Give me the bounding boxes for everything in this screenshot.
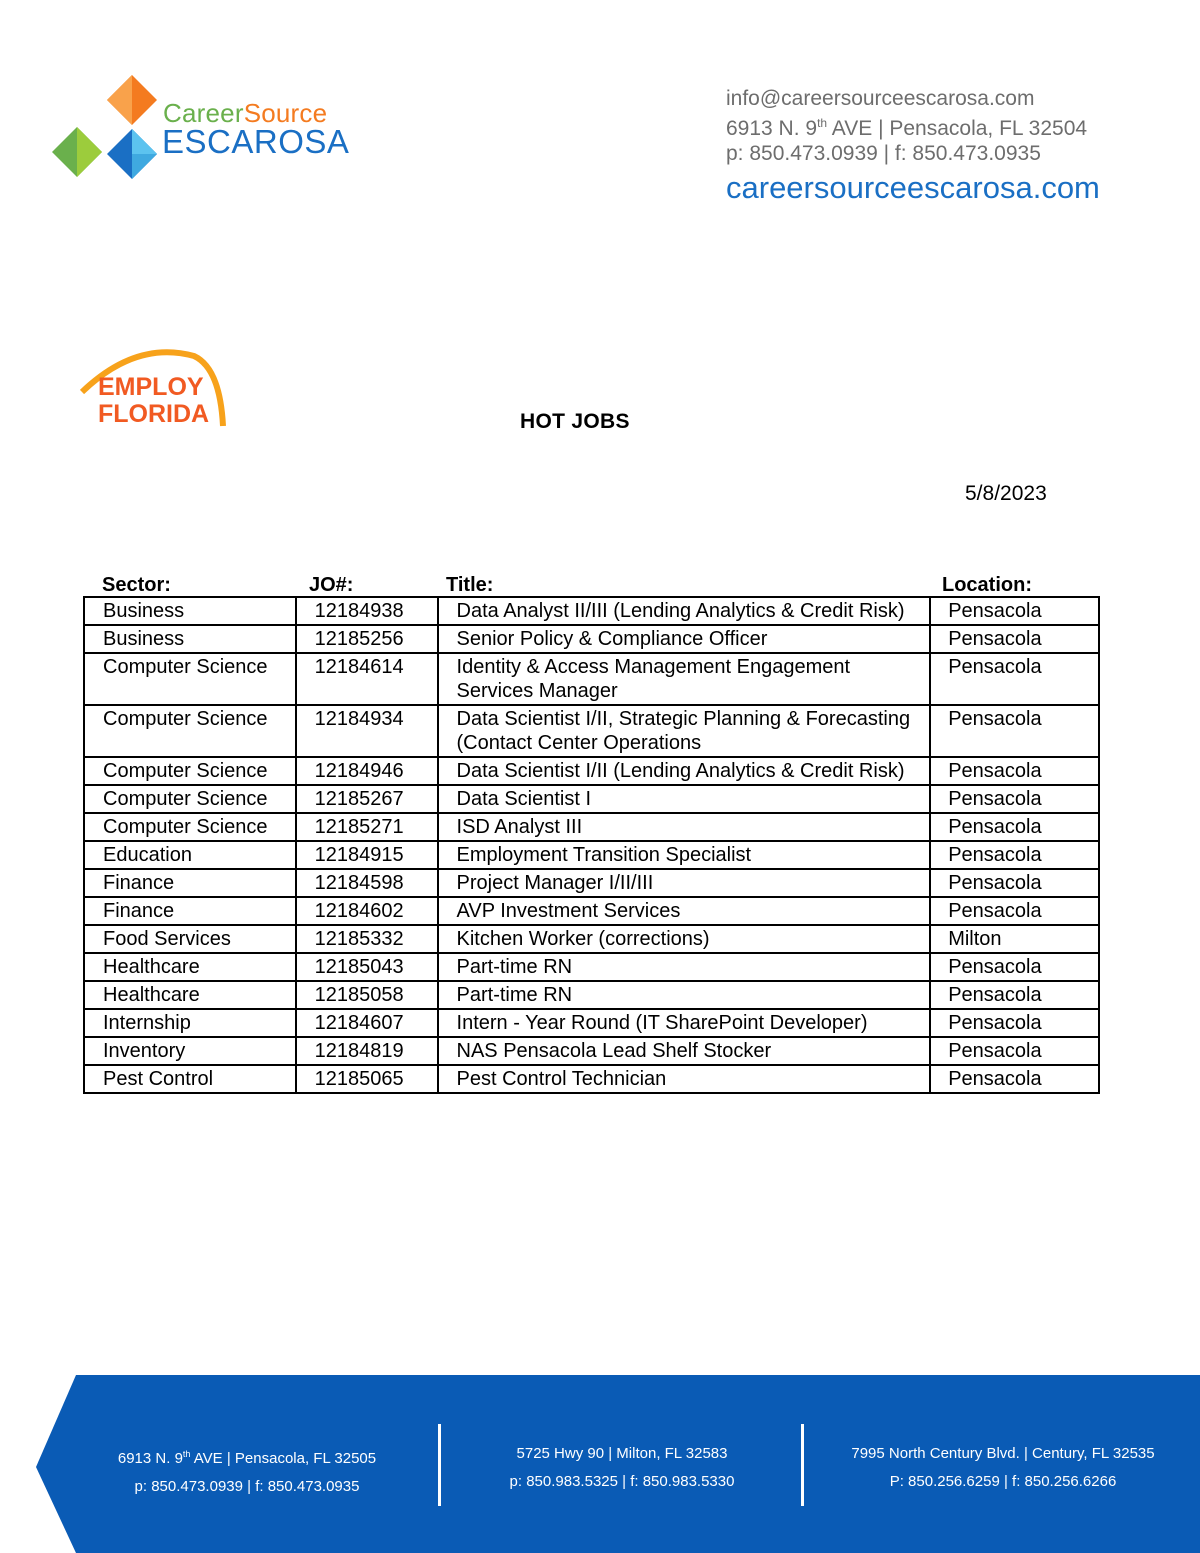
footer-office-milton: [462, 1440, 782, 1496]
brand-name-bottom: ESCAROSA: [162, 123, 350, 160]
location-cell: Pensacola: [930, 897, 1099, 925]
jo-number-cell: 12184607: [296, 1009, 438, 1037]
office-address: 5725 Hwy 90 | Milton, FL 32583: [516, 1445, 728, 1462]
office-address: 6913 N. 9th AVE | Pensacola, FL 32505: [117, 1449, 377, 1467]
table-row: [84, 757, 1099, 785]
footer-divider: [438, 1424, 441, 1506]
column-header-title: Title:: [446, 574, 494, 596]
table-row: [84, 705, 1099, 757]
job-title-cell: Employment Transition Specialist: [438, 841, 931, 869]
column-header-jo: JO#:: [309, 574, 354, 596]
location-cell: Pensacola: [930, 597, 1099, 625]
jo-number-cell: 12184934: [296, 705, 438, 757]
svg-text:FLORIDA: FLORIDA: [98, 400, 210, 428]
jo-number-cell: 12184819: [296, 1037, 438, 1065]
job-title-cell: Data Scientist I: [438, 785, 931, 813]
jo-number-cell: 12185058: [296, 981, 438, 1009]
sector-cell: Business: [84, 597, 296, 625]
office-phones: P: 850.256.6259 | f: 850.256.6266: [889, 1473, 1117, 1490]
job-title-cell: Part-time RN: [438, 981, 931, 1009]
employ-florida-logo-icon: [76, 346, 228, 436]
table-row: [84, 841, 1099, 869]
jo-number-cell: 12184946: [296, 757, 438, 785]
jo-number-cell: 12184602: [296, 897, 438, 925]
location-cell: Pensacola: [930, 1037, 1099, 1065]
job-title-cell: NAS Pensacola Lead Shelf Stocker: [438, 1037, 931, 1065]
footer-office-century: [832, 1440, 1174, 1496]
location-cell: Pensacola: [930, 813, 1099, 841]
job-title-cell: Data Scientist I/II, Strategic Planning & Forecasting (Contact Center Operations: [438, 705, 931, 757]
jo-number-cell: 12185043: [296, 953, 438, 981]
sector-cell: Computer Science: [84, 705, 296, 757]
location-cell: Pensacola: [930, 869, 1099, 897]
location-cell: Pensacola: [930, 653, 1099, 705]
location-cell: Pensacola: [930, 785, 1099, 813]
location-cell: Pensacola: [930, 841, 1099, 869]
sector-cell: Food Services: [84, 925, 296, 953]
jo-number-cell: 12184614: [296, 653, 438, 705]
page-title: HOT JOBS: [520, 410, 630, 433]
office-address: 7995 North Century Blvd. | Century, FL 32535: [851, 1445, 1155, 1462]
sector-cell: Finance: [84, 869, 296, 897]
sector-cell: Education: [84, 841, 296, 869]
table-row: [84, 625, 1099, 653]
sector-cell: Computer Science: [84, 813, 296, 841]
jo-number-cell: 12185267: [296, 785, 438, 813]
contact-email[interactable]: info@careersourceescarosa.com: [726, 87, 1035, 110]
job-title-cell: Senior Policy & Compliance Officer: [438, 625, 931, 653]
sector-cell: Computer Science: [84, 785, 296, 813]
hot-jobs-table: [83, 596, 1100, 1094]
location-cell: Pensacola: [930, 953, 1099, 981]
table-row: [84, 1037, 1099, 1065]
jo-number-cell: 12184915: [296, 841, 438, 869]
table-row: [84, 953, 1099, 981]
jo-number-cell: 12185332: [296, 925, 438, 953]
report-date: 5/8/2023: [965, 482, 1047, 505]
location-cell: Pensacola: [930, 625, 1099, 653]
contact-phones: p: 850.473.0939 | f: 850.473.0935: [726, 142, 1041, 165]
table-row: [84, 813, 1099, 841]
sector-cell: Internship: [84, 1009, 296, 1037]
job-title-cell: ISD Analyst III: [438, 813, 931, 841]
job-title-cell: AVP Investment Services: [438, 897, 931, 925]
table-row: [84, 1009, 1099, 1037]
footer-office-pensacola: [92, 1440, 402, 1501]
location-cell: Pensacola: [930, 705, 1099, 757]
sector-cell: Computer Science: [84, 757, 296, 785]
job-title-cell: Intern - Year Round (IT SharePoint Developer): [438, 1009, 931, 1037]
job-title-cell: Project Manager I/II/III: [438, 869, 931, 897]
table-row: [84, 925, 1099, 953]
job-title-cell: Part-time RN: [438, 953, 931, 981]
jo-number-cell: 12185271: [296, 813, 438, 841]
table-row: [84, 653, 1099, 705]
svg-text:EMPLOY: EMPLOY: [98, 373, 204, 401]
footer-divider: [801, 1424, 804, 1506]
job-title-cell: Data Scientist I/II (Lending Analytics & Credit Risk): [438, 757, 931, 785]
jo-number-cell: 12184938: [296, 597, 438, 625]
sector-cell: Finance: [84, 897, 296, 925]
job-title-cell: Identity & Access Management Engagement Services Manager: [438, 653, 931, 705]
job-title-cell: Kitchen Worker (corrections): [438, 925, 931, 953]
sector-cell: Computer Science: [84, 653, 296, 705]
contact-block: [726, 86, 1100, 206]
location-cell: Pensacola: [930, 1009, 1099, 1037]
brand-name-top: CareerSource: [163, 98, 328, 128]
job-title-cell: Pest Control Technician: [438, 1065, 931, 1093]
office-phones: p: 850.983.5325 | f: 850.983.5330: [509, 1473, 735, 1490]
location-cell: Pensacola: [930, 981, 1099, 1009]
sector-cell: Pest Control: [84, 1065, 296, 1093]
office-phones: p: 850.473.0939 | f: 850.473.0935: [134, 1478, 360, 1495]
contact-website[interactable]: careersourceescarosa.com: [726, 170, 1100, 205]
table-row: [84, 597, 1099, 625]
sector-cell: Healthcare: [84, 981, 296, 1009]
column-header-sector: Sector:: [102, 574, 171, 596]
location-cell: Pensacola: [930, 1065, 1099, 1093]
jo-number-cell: 12184598: [296, 869, 438, 897]
jo-number-cell: 12185065: [296, 1065, 438, 1093]
sector-cell: Healthcare: [84, 953, 296, 981]
sector-cell: Inventory: [84, 1037, 296, 1065]
table-row: [84, 981, 1099, 1009]
location-cell: Milton: [930, 925, 1099, 953]
sector-cell: Business: [84, 625, 296, 653]
jo-number-cell: 12185256: [296, 625, 438, 653]
table-row: [84, 869, 1099, 897]
column-header-location: Location:: [942, 574, 1032, 596]
table-row: [84, 1065, 1099, 1093]
location-cell: Pensacola: [930, 757, 1099, 785]
table-row: [84, 785, 1099, 813]
table-row: [84, 897, 1099, 925]
contact-address: 6913 N. 9th AVE | Pensacola, FL 32504: [726, 116, 1088, 140]
job-title-cell: Data Analyst II/III (Lending Analytics & Credit Risk): [438, 597, 931, 625]
